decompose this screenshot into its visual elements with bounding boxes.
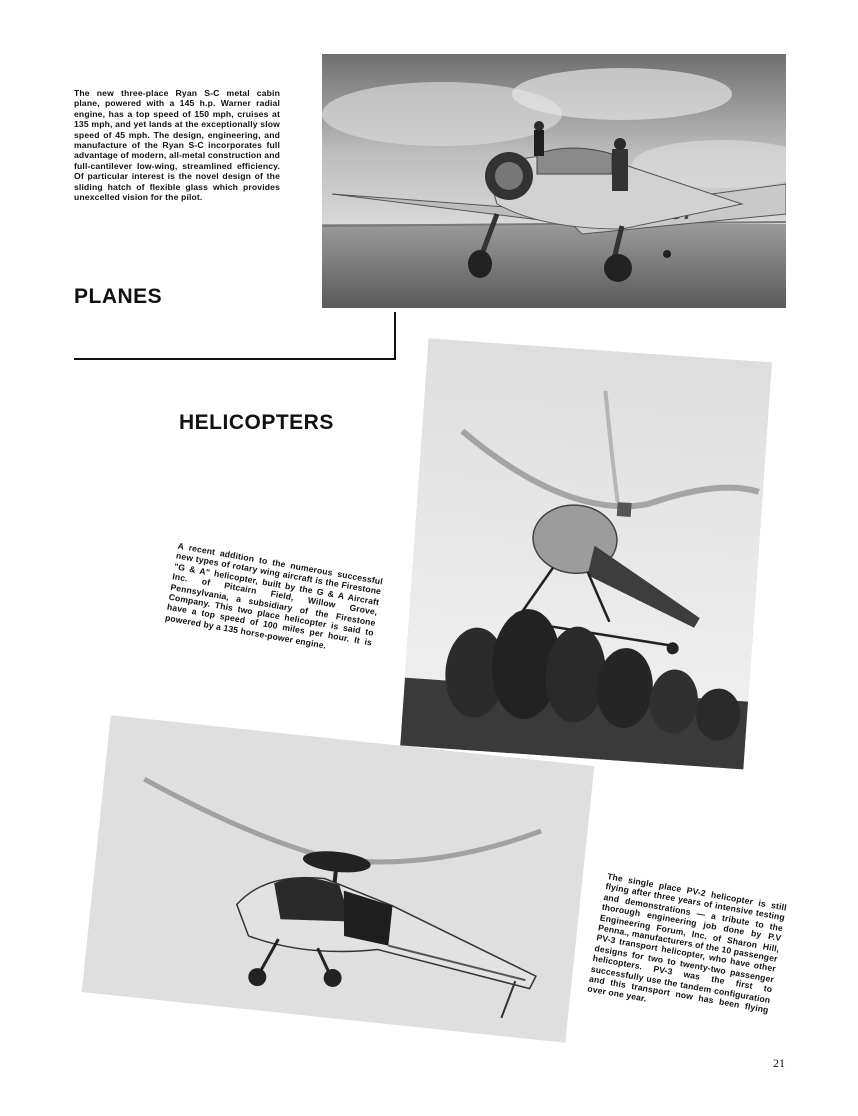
pv2-helicopter-image [82,715,594,1042]
page-number: 21 [773,1056,785,1070]
firestone-helicopter-caption: A recent addition to the numerous successful new types of rotary wing aircraft is the Firestone "G & A" helicopter, built by the G & A Aircraft Inc. of Pitcairn Field, Willow Grove, Pennsylvania, a subsidiary of the Firestone Company. This two place helicopter is said to have a top speed of 100 miles per hour. It is powered by a 135 horse-power engine. [164,540,384,651]
pv2-helicopter-caption: The single place PV-2 helicopter is still flying after three years of intensive testing and demonstrations — a tribute to the thorough engineering job done by P.V Engineering Forum, Inc. of Sharon Hill, Penna., manufacturers of the 10 passenger PV-3 transport helicopter, who have other designs for two to twenty-two passenger helicopters. PV-3 was the first to successfully use the tandem configuration and this transport now has been flying over one year. [586,871,788,1016]
firestone-helicopter-image [400,338,772,769]
divider-horizontal [74,358,396,360]
firestone-helicopter-photo [400,338,772,769]
ryan-sc-airplane-image [322,54,786,308]
pv2-helicopter-photo [82,715,594,1042]
divider-vertical [394,312,396,360]
planes-heading: PLANES [74,285,163,308]
planes-caption: The new three-place Ryan S-C metal cabin plane, powered with a 145 h.p. Warner radial engine, has a top speed of 150 mph, cruises at 135 mph, and yet lands at the exceptionally slow speed of 45 mph. The design, engineering, and manufacture of the Ryan S-C incorporates full advantage of modern, all-metal construction and full-cantilever low-wing, streamlined efficiency. Of particular interest is the novel design of the sliding hatch of flexible glass which provides unexcelled vision for the pilot. [74,88,280,203]
ryan-sc-airplane-photo [322,54,786,308]
helicopters-heading: HELICOPTERS [179,411,334,434]
